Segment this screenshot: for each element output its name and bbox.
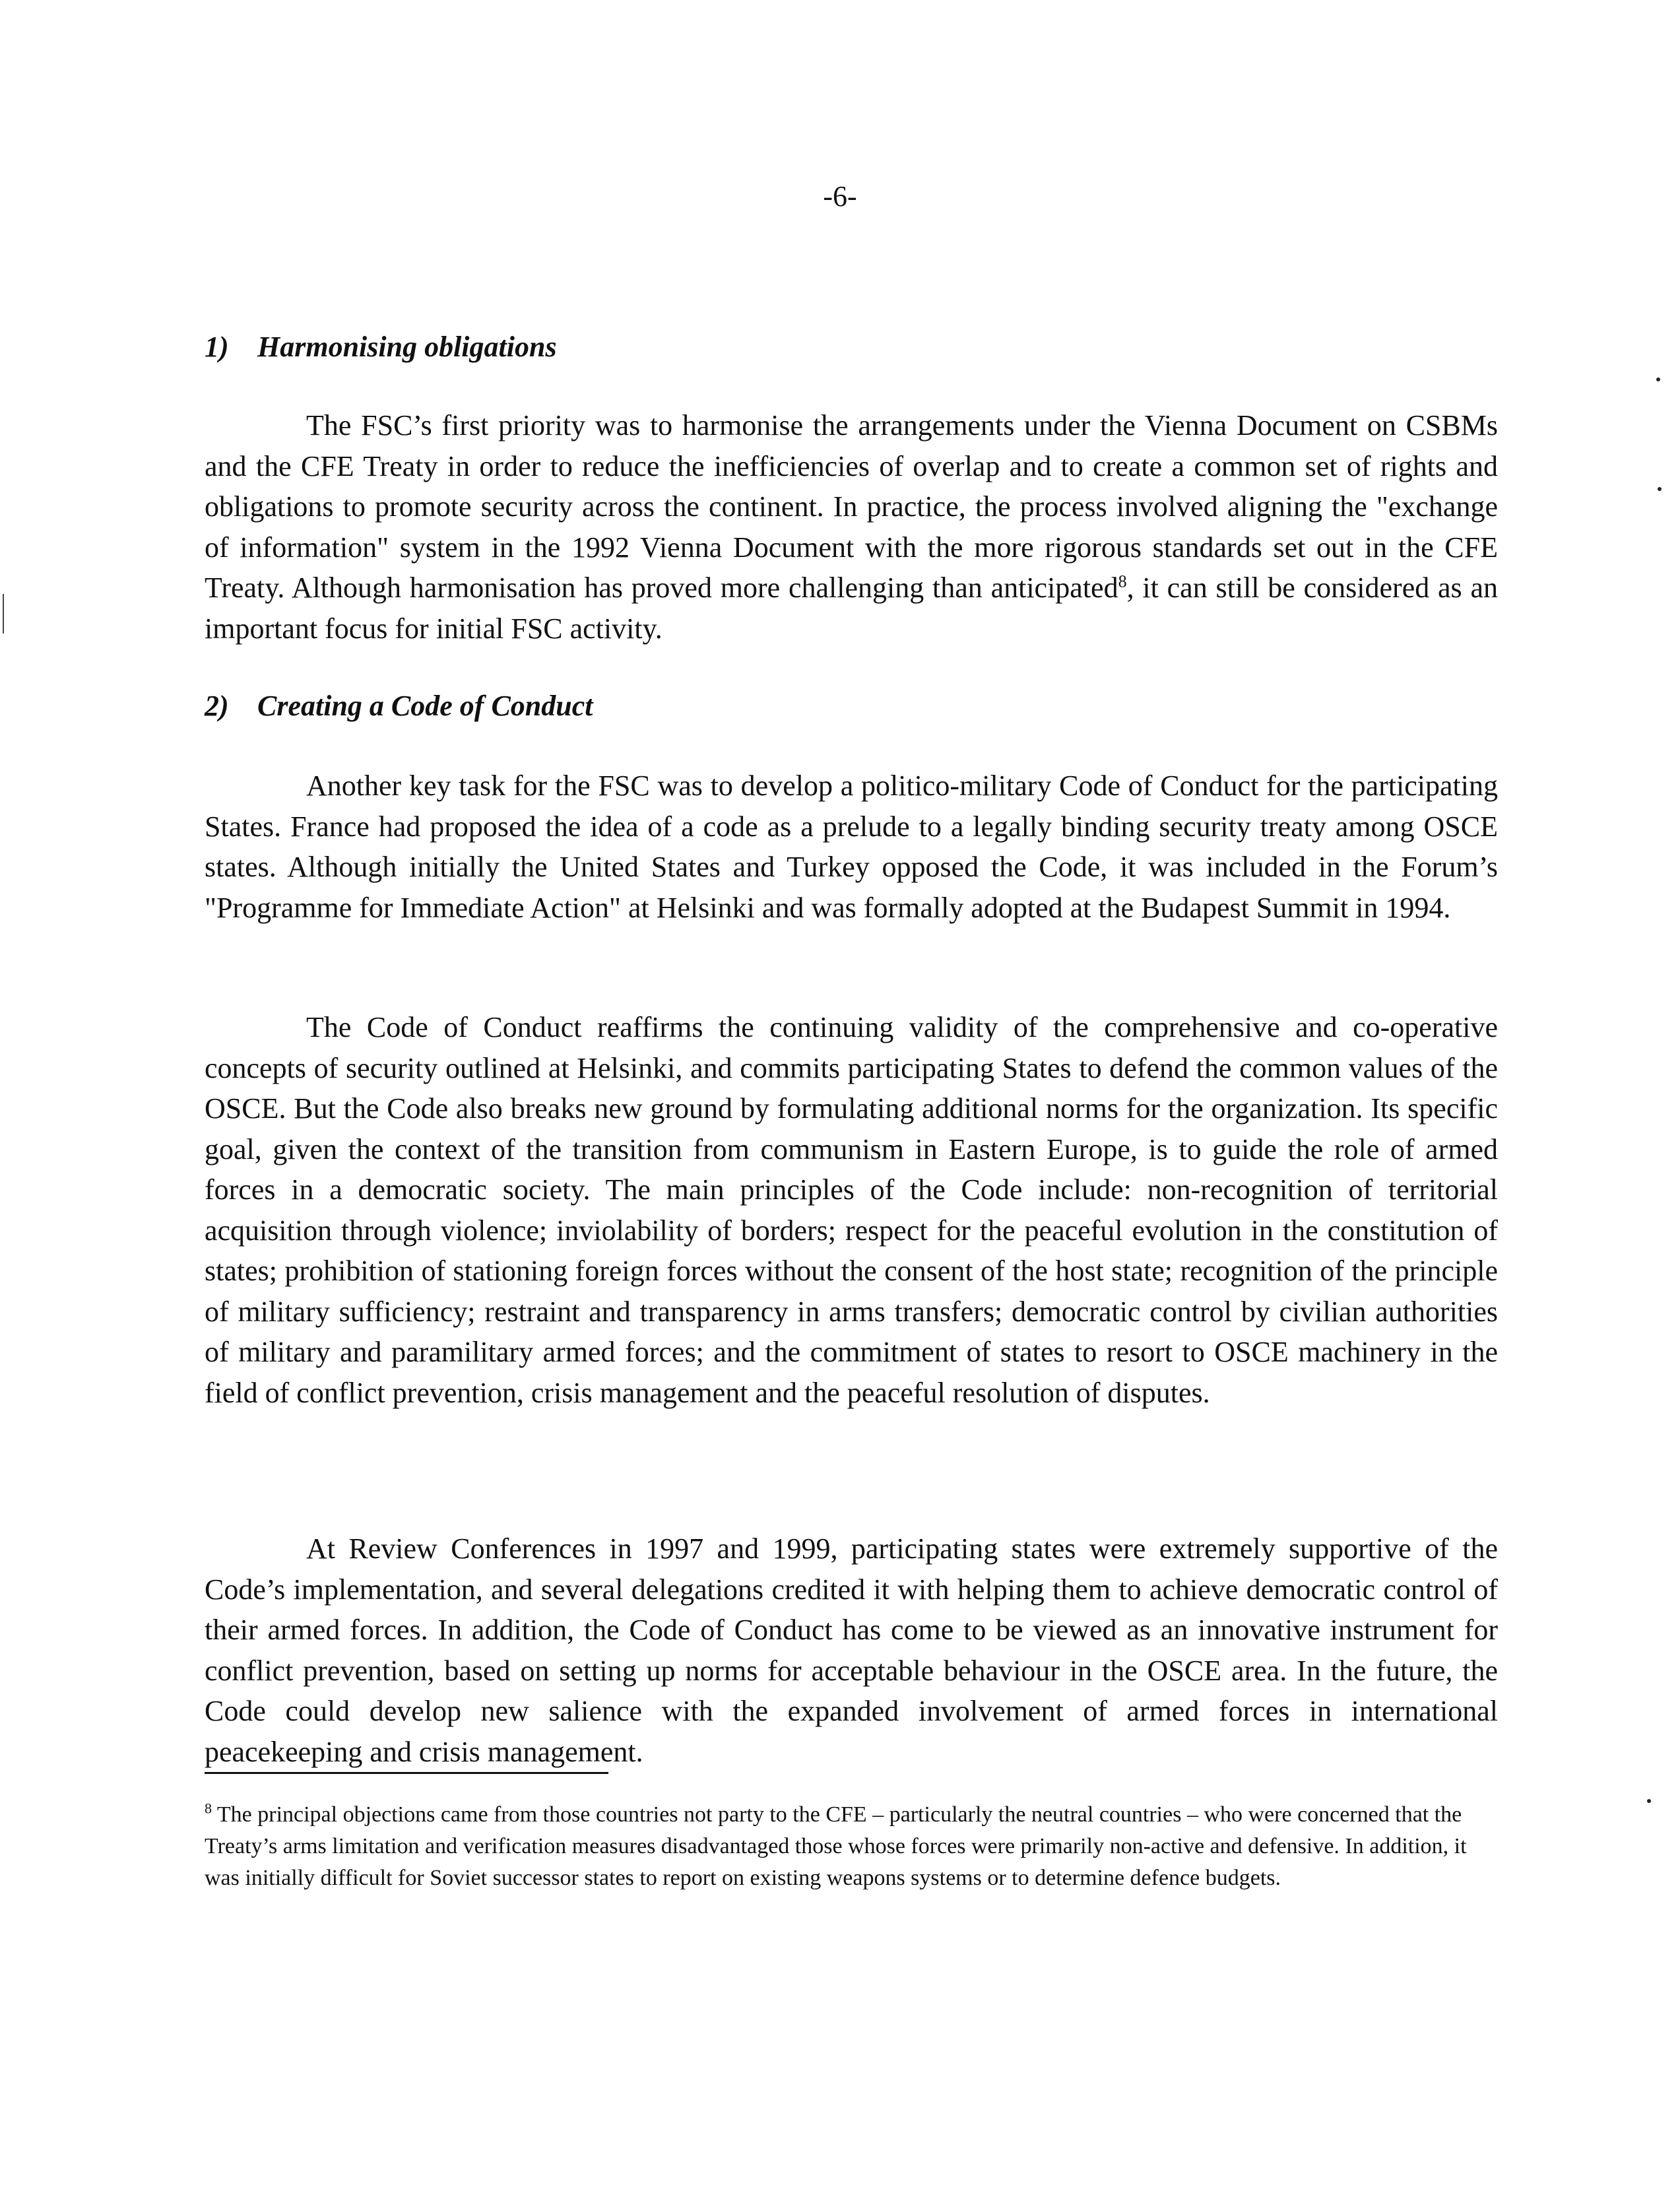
paragraph-text: At Review Conferences in 1997 and 1999, participating states were extremely supportive of the Code’s implementation, and several delegations credited it with helping them to achieve democratic control of their armed forces. In addition, the Code of Conduct has come to be viewed as an innovative instrument for conflict prevention, based on setting up norms for acceptable behaviour in the OSCE area. In the future, the Code could develop new salience with the expanded involvement of armed forces in international peacekeeping and crisis management. bbox=[205, 1532, 1498, 1768]
section-heading-code-of-conduct bbox=[205, 686, 593, 726]
scan-speck bbox=[1647, 1799, 1651, 1803]
paragraph-text: The Code of Conduct reaffirms the continuing validity of the comprehensive and co-operative concepts of security outlined at Helsinki, and commits participating States to defend the common values of the OSCE. But the Code also breaks new ground by formulating additional norms for the organization. Its specific goal, given the context of the transition from communism in Eastern Europe, is to guide the role of armed forces in a democratic society. The main principles of the Code include: non-recognition of territorial acquisition through violence; inviolability of borders; respect for the peaceful evolution in the constitution of states; prohibition of stationing foreign forces without the consent of the host state; recognition of the principle of military sufficiency; restraint and transparency in arms transfers; democratic control by civilian authorities of military and paramilitary armed forces; and the commitment of states to resort to OSCE machinery in the field of conflict prevention, crisis management and the peaceful resolution of disputes. bbox=[205, 1011, 1498, 1409]
section-number: 1) bbox=[205, 331, 229, 363]
paragraph-review-conferences bbox=[205, 1528, 1498, 1772]
section-number: 2) bbox=[205, 690, 229, 722]
scan-speck bbox=[1658, 487, 1662, 491]
section-title: Harmonising obligations bbox=[257, 331, 557, 363]
scan-margin-mark bbox=[3, 594, 4, 634]
section-heading-harmonising bbox=[205, 327, 557, 367]
paragraph-text: The FSC’s first priority was to harmonise the arrangements under the Vienna Document on CSBMs and the CFE Treaty in order to reduce the inefficiencies of overlap and to create a common set of rights and obligations to promote security across the continent. In practice, the process involved aligning the "exchange of information" system in the 1992 Vienna Document with the more rigorous standards set out in the CFE Treaty. Although harmonisation has proved more challenging than anticipated bbox=[205, 409, 1498, 604]
footnote-text: The principal objections came from those countries not party to the CFE – particularly the neutral countries – who were concerned that the Treaty’s arms limitation and verification measures disadvantaged those whose forces were primarily non-active and defensive. In addition, it was initially difficult for Soviet successor states to report on existing weapons systems or to determine defence budgets. bbox=[205, 1802, 1467, 1890]
page-number: -6- bbox=[823, 180, 857, 213]
paragraph-text-continued: , it can still be considered as an important focus for initial FSC activity. bbox=[205, 572, 1498, 645]
paragraph-code-principles bbox=[205, 1007, 1498, 1413]
paragraph-text: Another key task for the FSC was to develop a politico-military Code of Conduct for the participating States. France had proposed the idea of a code as a prelude to a legally binding security treaty among OSCE states. Although initially the United States and Turkey opposed the Code, it was included in the Forum’s "Programme for Immediate Action" at Helsinki and was formally adopted at the Budapest Summit in 1994. bbox=[205, 770, 1498, 924]
footnote-marker: 8 bbox=[205, 1800, 212, 1817]
footnote-reference: 8 bbox=[1118, 572, 1127, 591]
footnote bbox=[205, 1799, 1498, 1894]
paragraph-harmonising bbox=[205, 405, 1498, 649]
footnote-divider bbox=[205, 1772, 608, 1774]
paragraph-fsc-task bbox=[205, 766, 1498, 928]
section-title: Creating a Code of Conduct bbox=[257, 690, 593, 722]
scan-speck bbox=[1656, 377, 1660, 381]
